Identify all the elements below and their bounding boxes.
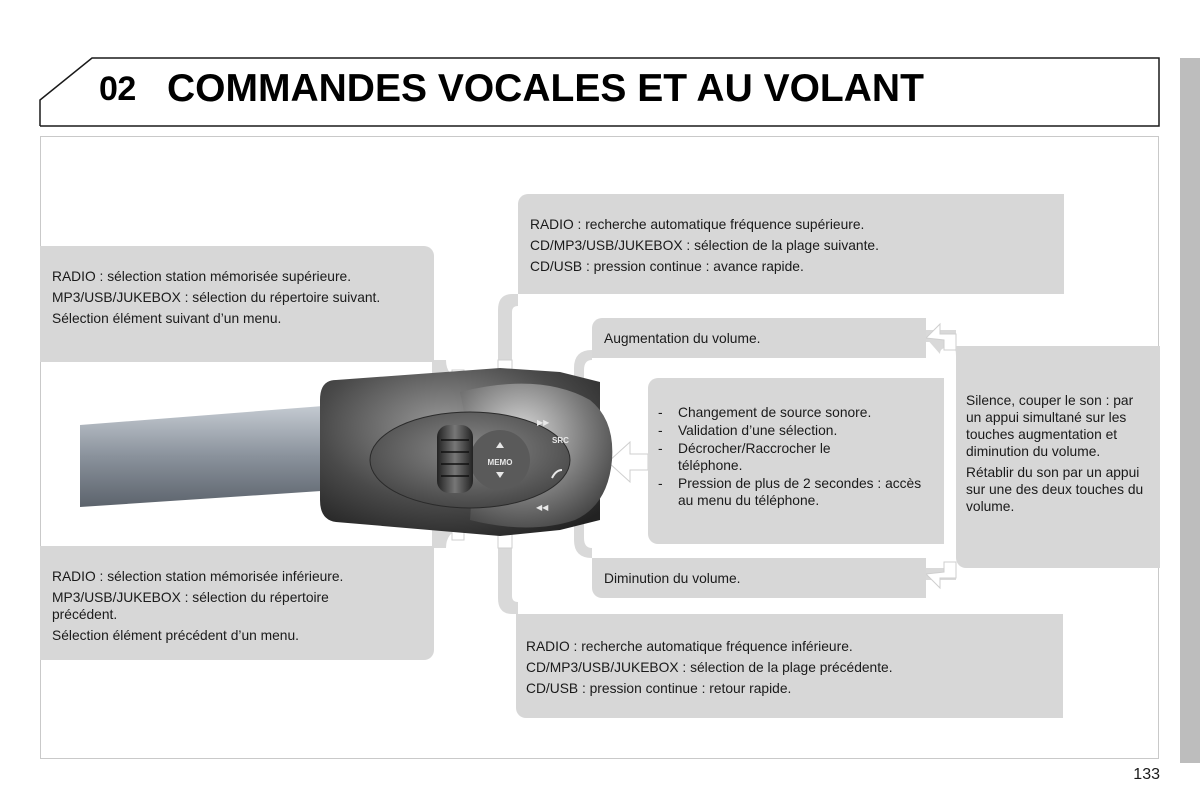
box-volume-down bbox=[592, 558, 926, 598]
box-bottom-left-line-2: MP3/USB/JUKEBOX : sélection du répertoire précédent. bbox=[52, 590, 329, 622]
prev-track-icon: ◀◀ bbox=[536, 503, 549, 512]
box-bottom-right-line-3: CD/USB : pression continue : retour rapide. bbox=[526, 681, 792, 696]
box-bottom-right-line-2: CD/MP3/USB/JUKEBOX : sélection de la plage précédente. bbox=[526, 660, 893, 675]
box-bottom-right-line-1: RADIO : recherche automatique fréquence inférieure. bbox=[526, 639, 853, 654]
volume-up-text: Augmentation du volume. bbox=[604, 331, 761, 346]
box-volume-up bbox=[592, 318, 926, 358]
box-top-left-line-1: RADIO : sélection station mémorisée supérieure. bbox=[52, 269, 352, 284]
box-top-right-line-1: RADIO : recherche automatique fréquence supérieure. bbox=[530, 217, 865, 232]
mute-text-2: Rétablir du son par un appui sur une des deux touches du volume. bbox=[966, 465, 1144, 514]
mute-text-1: Silence, couper le son : par un appui simultané sur les touches augmentation et diminution du volume. bbox=[966, 393, 1134, 459]
box-top-right bbox=[518, 194, 1064, 294]
box-top-left-line-2: MP3/USB/JUKEBOX : sélection du répertoire suivant. bbox=[52, 290, 381, 305]
chapter-title: COMMANDES VOCALES ET AU VOLANT bbox=[167, 67, 924, 110]
box-mute bbox=[956, 346, 1160, 568]
box-bottom-left-line-1: RADIO : sélection station mémorisée inférieure. bbox=[52, 569, 344, 584]
box-top-right-line-2: CD/MP3/USB/JUKEBOX : sélection de la plage suivante. bbox=[530, 238, 879, 253]
dash-4: - bbox=[658, 476, 663, 491]
center-item-3: - Décrocher/Raccrocher le téléphone. bbox=[658, 441, 831, 473]
box-center-functions bbox=[648, 378, 944, 544]
stalk bbox=[80, 368, 612, 536]
center-item-4: - Pression de plus de 2 secondes : accès au menu du téléphone. bbox=[658, 476, 922, 508]
dash-3: - bbox=[658, 441, 663, 456]
dash-2: - bbox=[658, 423, 663, 438]
box-bottom-left-line-3: Sélection élément précédent d’un menu. bbox=[52, 628, 299, 643]
next-track-icon: ▶▶ bbox=[537, 418, 550, 427]
memo-label: MEMO bbox=[487, 458, 513, 467]
chapter-number: 02 bbox=[99, 70, 136, 108]
center-item-2: - Validation d’une sélection. bbox=[658, 423, 838, 438]
volume-down-text: Diminution du volume. bbox=[604, 571, 741, 586]
src-label: SRC bbox=[552, 436, 569, 445]
box-top-left-line-3: Sélection élément suivant d’un menu. bbox=[52, 311, 282, 326]
box-top-right-line-3: CD/USB : pression continue : avance rapide. bbox=[530, 259, 804, 274]
box-top-left bbox=[40, 246, 434, 362]
box-bottom-left bbox=[40, 546, 434, 660]
dash-1: - bbox=[658, 405, 663, 420]
page-number: 133 bbox=[1133, 766, 1160, 783]
box-bottom-right bbox=[516, 614, 1063, 718]
center-item-1: - Changement de source sonore. bbox=[658, 405, 872, 420]
